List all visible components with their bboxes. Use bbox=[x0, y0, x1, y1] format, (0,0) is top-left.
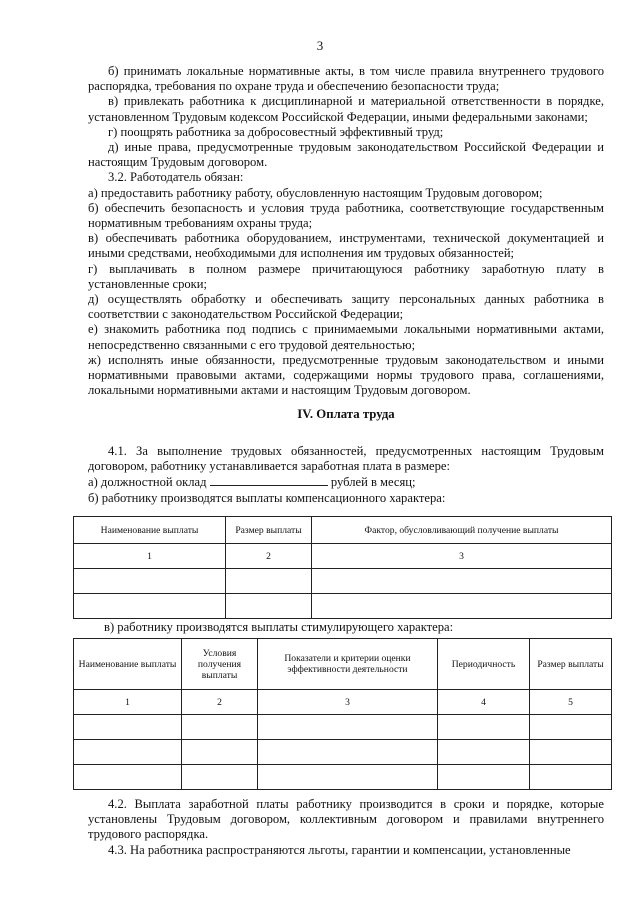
table-header: Наименование выплаты bbox=[74, 517, 226, 544]
table-header: Показатели и критерии оценки эффективности деятельности bbox=[258, 639, 438, 690]
table-cell bbox=[74, 569, 226, 594]
table-cell bbox=[312, 594, 612, 619]
table-cell bbox=[258, 715, 438, 740]
table-cell bbox=[74, 715, 182, 740]
paragraph: б) обеспечить безопасность и условия труда работника, соответствующие государственным нормативным требованиям охраны труда; bbox=[88, 200, 604, 231]
table-cell bbox=[258, 765, 438, 790]
table-header: Фактор, обусловливающий получение выплаты bbox=[312, 517, 612, 544]
table-cell bbox=[182, 765, 258, 790]
table-cell: 4 bbox=[438, 690, 530, 715]
section-4-end bbox=[88, 797, 604, 858]
paragraph: ж) исполнять иные обязанности, предусмотренные трудовым законодательством и иными нормативными правовыми актами, содержащими нормы трудового права, соглашениями, локальными нормативными актами и настоящим Трудовым договором. bbox=[88, 352, 604, 398]
section-4-c bbox=[104, 620, 604, 635]
table-header: Периодичность bbox=[438, 639, 530, 690]
paragraph: б) работнику производятся выплаты компенсационного характера: bbox=[88, 490, 446, 505]
table-cell bbox=[74, 765, 182, 790]
paragraph: в) работнику производятся выплаты стимулирующего характера: bbox=[104, 620, 454, 634]
table-cell bbox=[530, 765, 612, 790]
paragraph: а) предоставить работнику работу, обусловленную настоящим Трудовым договором; bbox=[88, 185, 543, 200]
table-cell bbox=[74, 740, 182, 765]
section-3-text bbox=[88, 64, 604, 398]
table-cell: 3 bbox=[258, 690, 438, 715]
table-cell bbox=[226, 569, 312, 594]
compensation-table bbox=[73, 516, 612, 619]
table-cell bbox=[226, 594, 312, 619]
paragraph: 4.2. Выплата заработной платы работнику производится в сроки и порядке, которые установлены Трудовым договором, коллективным договором и правилами внутреннего трудового распорядка. bbox=[88, 797, 604, 842]
table-header: Наименование выплаты bbox=[74, 639, 182, 690]
table-cell bbox=[312, 569, 612, 594]
page-number: 3 bbox=[316, 38, 324, 53]
table-header: Условия получения выплаты bbox=[182, 639, 258, 690]
paragraph: г) выплачивать в полном размере причитающуюся работнику заработную плату в установленные сроки; bbox=[88, 261, 604, 291]
table-cell: 3 bbox=[312, 544, 612, 569]
paragraph: в) привлекать работника к дисциплинарной и материальной ответственности в порядке, установленном Трудовым кодексом Российской Федерации, иными федеральными законами; bbox=[88, 94, 604, 124]
blank-field bbox=[210, 474, 328, 486]
salary-line: а) должностной оклад рублей в месяц; bbox=[88, 475, 416, 490]
table-header: Размер выплаты bbox=[226, 517, 312, 544]
table-cell bbox=[258, 740, 438, 765]
table-cell: 1 bbox=[74, 544, 226, 569]
table-cell: 1 bbox=[74, 690, 182, 715]
incentive-table bbox=[73, 638, 612, 790]
paragraph: д) иные права, предусмотренные трудовым законодательством Российской Федерации и настоящим Трудовым договором. bbox=[88, 140, 604, 170]
paragraph: 4.1. За выполнение трудовых обязанностей, предусмотренных настоящим Трудовым договором, работнику устанавливается заработная плата в размере: bbox=[88, 444, 604, 474]
table-cell bbox=[530, 715, 612, 740]
paragraph: 3.2. Работодатель обязан: bbox=[108, 170, 244, 185]
table-cell bbox=[182, 740, 258, 765]
paragraph: д) осуществлять обработку и обеспечивать защиту персональных данных работника в соответствии с законодательством Российской Федерации; bbox=[88, 292, 604, 322]
table-cell: 2 bbox=[226, 544, 312, 569]
table-cell bbox=[182, 715, 258, 740]
table-cell bbox=[438, 740, 530, 765]
paragraph: 4.3. На работника распространяются льготы, гарантии и компенсации, установленные bbox=[108, 842, 571, 857]
table-cell bbox=[438, 765, 530, 790]
paragraph: г) поощрять работника за добросовестный эффективный труд; bbox=[108, 124, 444, 139]
table-cell bbox=[530, 740, 612, 765]
table-cell: 2 bbox=[182, 690, 258, 715]
section-4-intro bbox=[88, 444, 604, 506]
section-heading: IV. Оплата труда bbox=[297, 407, 395, 421]
paragraph: в) обеспечивать работника оборудованием, инструментами, технической документацией и иными средствами, необходимыми для исполнения им трудовых обязанностей; bbox=[88, 231, 604, 261]
paragraph: б) принимать локальные нормативные акты, в том числе правила внутреннего трудового распорядка, требования по охране труда и обеспечению безопасности труда; bbox=[88, 64, 604, 94]
table-cell bbox=[438, 715, 530, 740]
table-cell bbox=[74, 594, 226, 619]
paragraph: е) знакомить работника под подпись с принимаемыми локальными нормативными актами, непосредственно связанными с его трудовой деятельностью; bbox=[88, 322, 604, 352]
table-cell: 5 bbox=[530, 690, 612, 715]
table-header: Размер выплаты bbox=[530, 639, 612, 690]
